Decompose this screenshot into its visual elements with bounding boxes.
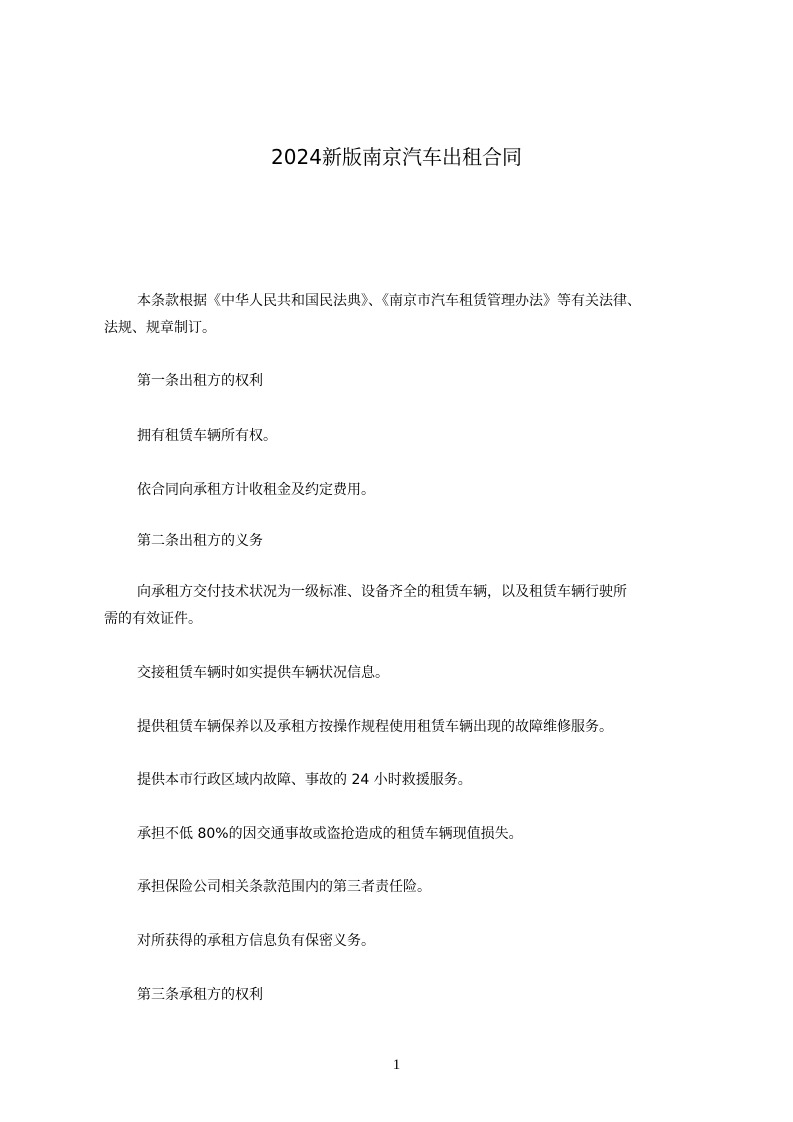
article-2-item-1-line-2: 需的有效证件。 (104, 611, 202, 627)
intro-paragraph-line-1: 本条款根据《中华人民共和国民法典》、《南京市汽车租赁管理办法》等有关法律、 (137, 293, 641, 309)
article-2-item-5: 承担不低 80%的因交通事故或盗抢造成的租赁车辆现值损失。 (137, 826, 523, 842)
intro-paragraph-line-2: 法规、规章制订。 (104, 320, 216, 336)
article-1-item-2: 依合同向承租方计收租金及约定费用。 (137, 482, 375, 498)
article-1-heading: 第一条出租方的权利 (137, 373, 263, 389)
article-2-item-2: 交接租赁车辆时如实提供车辆状况信息。 (137, 665, 389, 681)
document-title: 2024新版南京汽车出租合同 (271, 145, 522, 169)
article-3-heading: 第三条承租方的权利 (137, 987, 263, 1003)
article-1-item-1: 拥有租赁车辆所有权。 (137, 428, 277, 444)
article-2-heading: 第二条出租方的义务 (137, 533, 263, 549)
article-2-item-7: 对所获得的承租方信息负有保密义务。 (137, 933, 375, 949)
page-number: 1 (392, 1057, 401, 1073)
article-2-item-1-line-1: 向承租方交付技术状况为一级标准、设备齐全的租赁车辆，以及租赁车辆行驶所 (137, 584, 627, 600)
article-2-item-6: 承担保险公司相关条款范围内的第三者责任险。 (137, 879, 431, 895)
article-2-item-4: 提供本市行政区域内故障、事故的 24 小时救援服务。 (137, 772, 472, 788)
article-2-item-3: 提供租赁车辆保养以及承租方按操作规程使用租赁车辆出现的故障维修服务。 (137, 719, 613, 735)
